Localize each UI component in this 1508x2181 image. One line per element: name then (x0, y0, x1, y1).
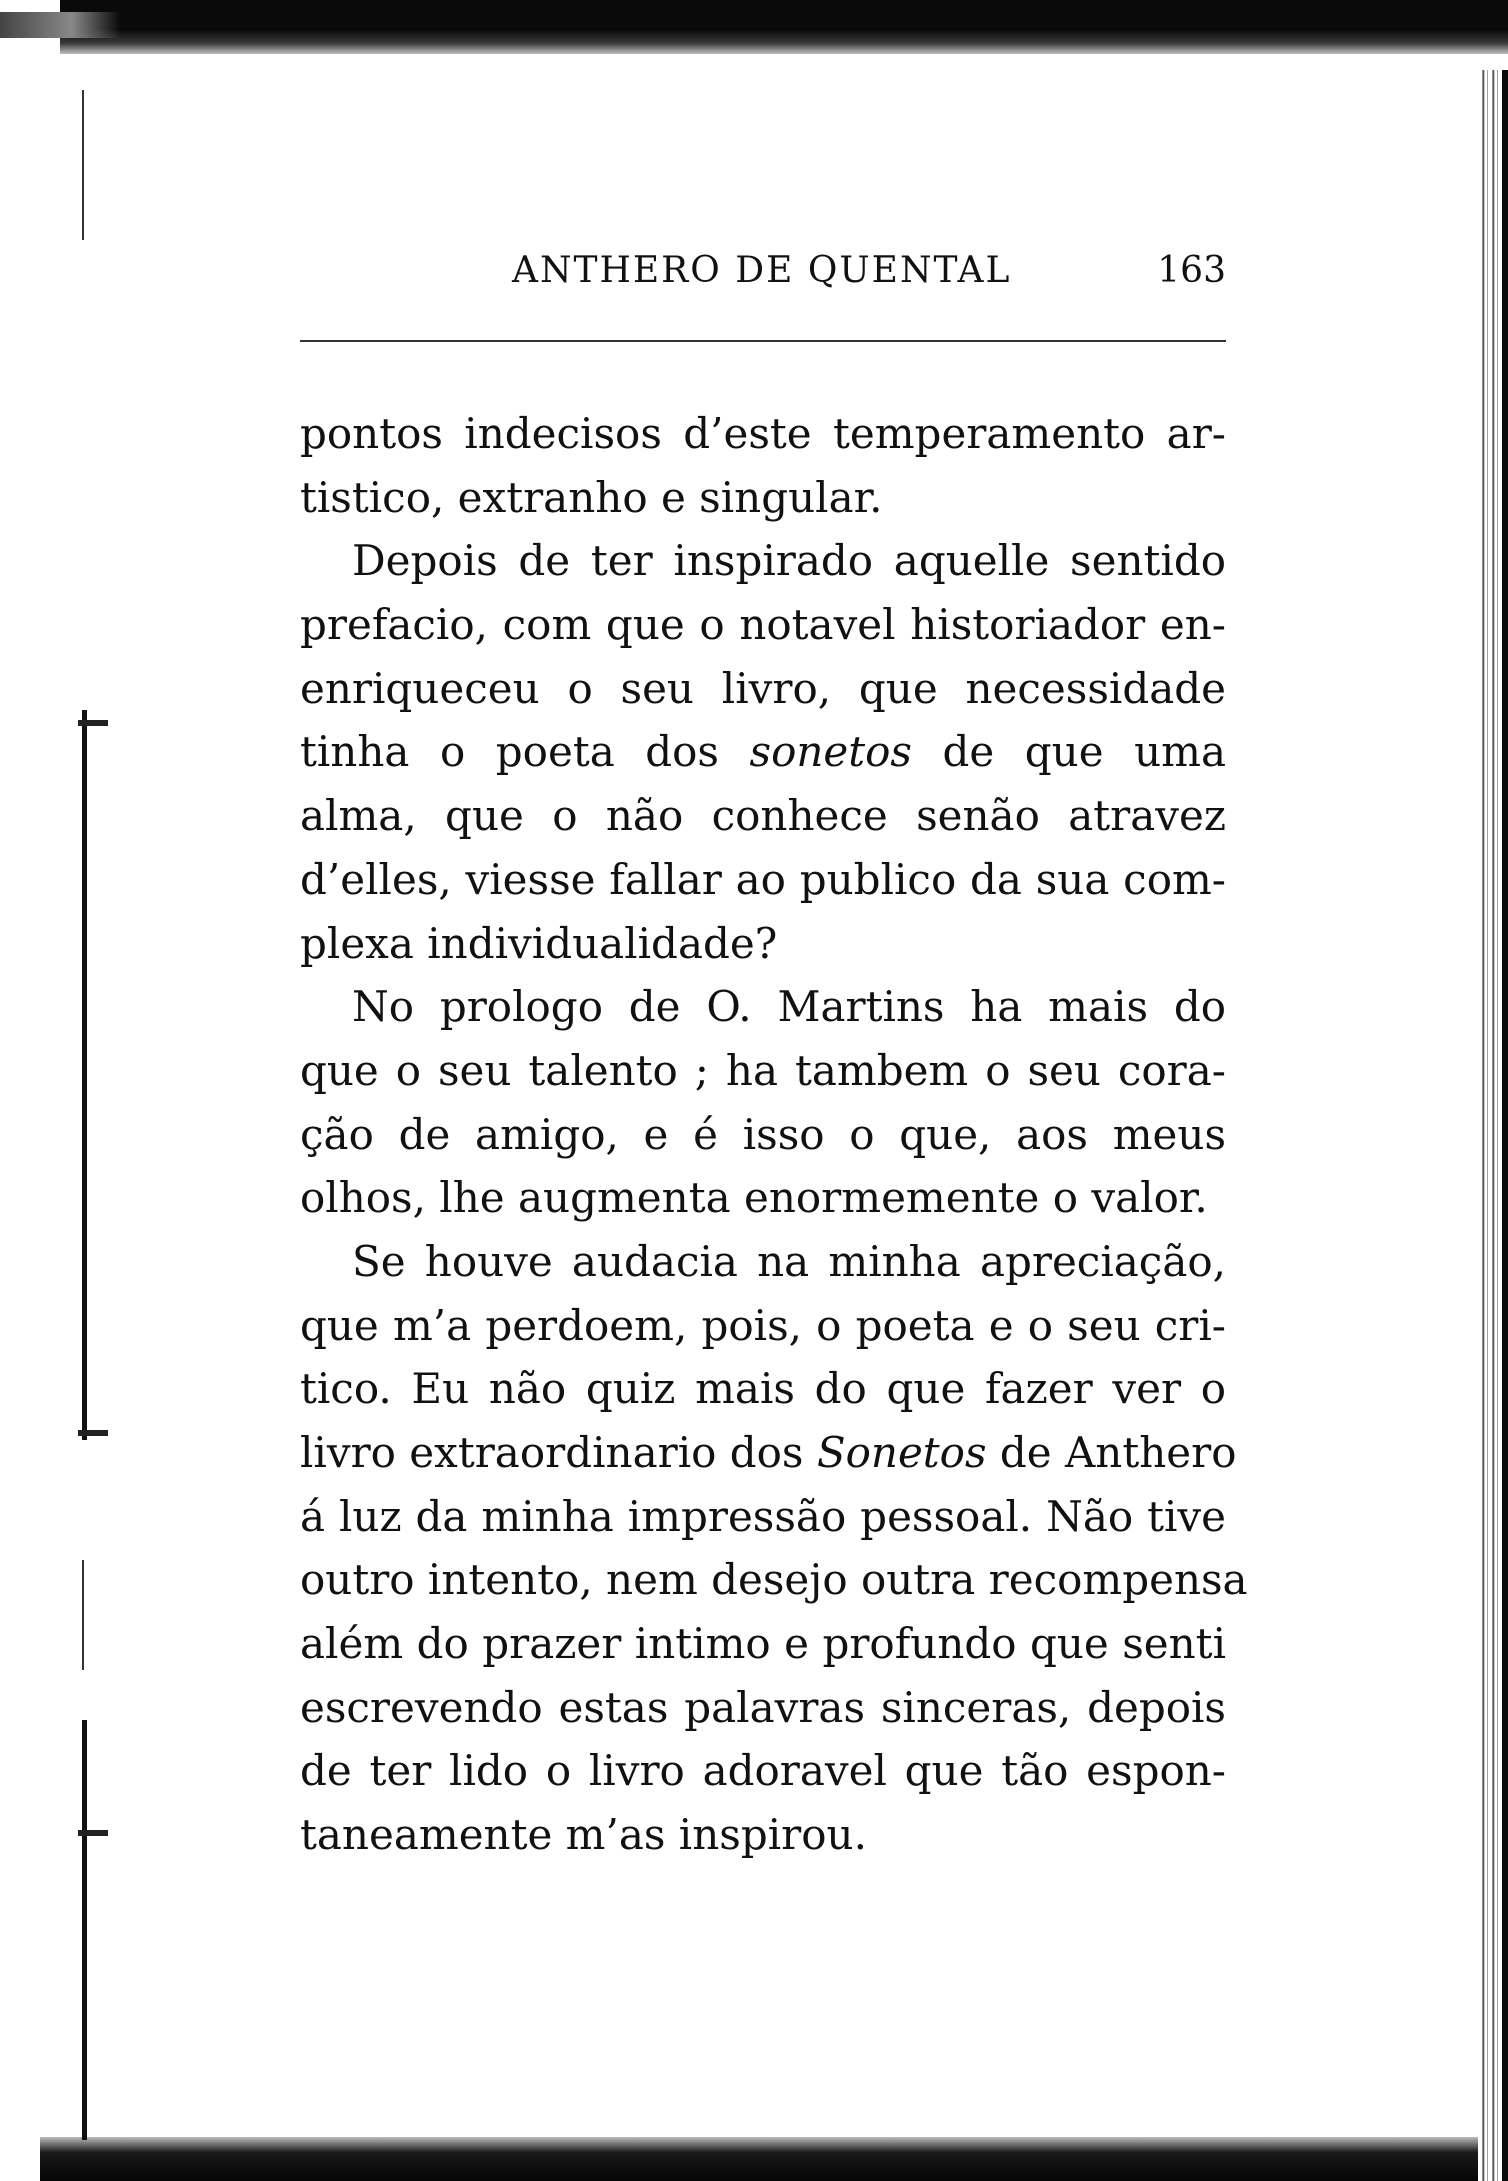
scan-bottom-edge (40, 2137, 1508, 2181)
text-line: ção de amigo, e é isso o que, aos meus (300, 1109, 1226, 1159)
text-segment: de que uma (911, 727, 1227, 777)
text-line: tico. Eu não quiz mais do que fazer ver o (300, 1364, 1226, 1414)
text-segment: de Anthero (986, 1428, 1237, 1477)
scan-left-binding (82, 710, 87, 1440)
scan-top-edge (60, 0, 1508, 54)
scan-left-tick (78, 1830, 108, 1836)
scan-left-tick (78, 1430, 108, 1436)
text-line: taneamente m’as inspirou. (300, 1810, 867, 1860)
text-line: enriqueceu o seu livro, que necessidade (300, 663, 1226, 713)
text-line: á luz da minha impressão pessoal. Não tive (300, 1491, 1226, 1541)
text-line: além do prazer intimo e profundo que senti (300, 1619, 1226, 1669)
text-line: tistico, extranho e singular. (300, 472, 883, 522)
text-line: outro intento, nem desejo outra recompensa (300, 1555, 1248, 1605)
running-title: ANTHERO DE QUENTAL (512, 250, 1012, 291)
text-line: No prologo de O. Martins ha mais do (352, 982, 1226, 1032)
text-line: escrevendo estas palavras sinceras, depois (300, 1682, 1226, 1732)
text-line: prefacio, com que o notavel historiador en- (300, 600, 1226, 650)
running-head (300, 250, 1226, 294)
header-rule (300, 340, 1226, 342)
text-line: d’elles, viesse fallar ao publico da sua com- (300, 854, 1226, 904)
scan-left-tick (78, 720, 108, 726)
text-line: plexa individualidade? (300, 918, 778, 968)
scan-left-binding (82, 1720, 87, 2140)
text-line: pontos indecisos d’este temperamento ar- (300, 409, 1226, 458)
scan-left-mark (82, 90, 84, 240)
text-line: que o seu talento ; ha tambem o seu cora- (300, 1045, 1226, 1095)
text-line (300, 720, 1226, 784)
text-segment: livro extraordinario dos (300, 1428, 817, 1477)
italic-title: Sonetos (816, 1428, 987, 1477)
text-line: que m’a perdoem, pois, o poeta e o seu cri- (300, 1300, 1226, 1350)
page-number: 163 (1157, 250, 1226, 291)
text-line: Depois de ter inspirado aquelle sentido (352, 536, 1226, 586)
scan-left-mark (82, 1560, 84, 1670)
body-text (300, 402, 1248, 1867)
text-line: alma, que o não conhece senão atravez (300, 791, 1226, 841)
text-line: de ter lido o livro adoravel que tão espon- (300, 1746, 1226, 1796)
text-line: olhos, lhe augmenta enormemente o valor. (300, 1173, 1208, 1223)
italic-title: sonetos (749, 727, 912, 777)
text-line: Se houve audacia na minha apreciação, (352, 1236, 1226, 1286)
scan-top-streak (0, 12, 120, 38)
text-segment: tinha o poeta dos (300, 727, 750, 777)
text-line (300, 1421, 1237, 1485)
scan-right-edge (1478, 70, 1508, 2181)
